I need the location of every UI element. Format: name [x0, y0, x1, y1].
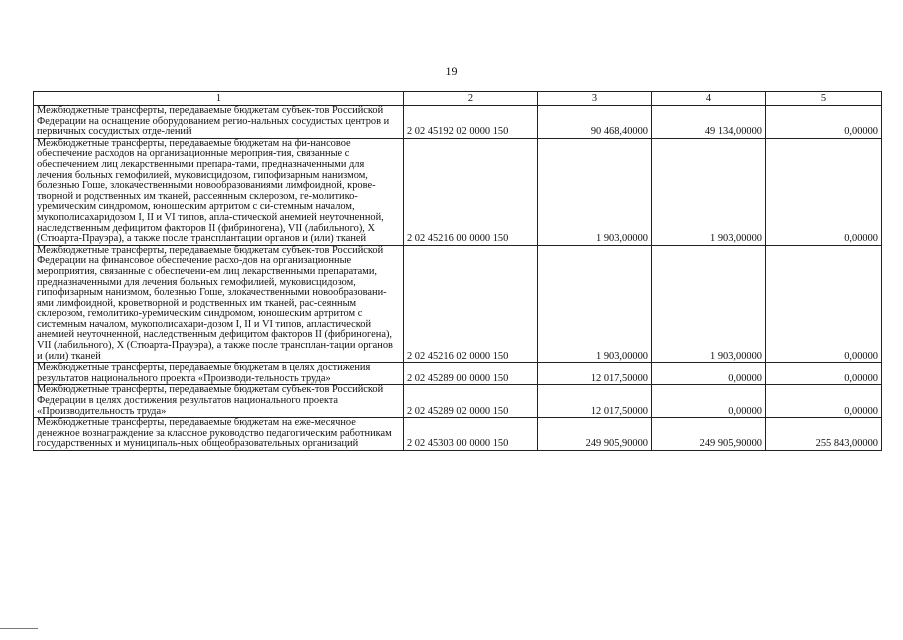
scan-edge-mark [0, 628, 38, 629]
row-value-5: 0,00000 [766, 385, 882, 418]
row-value-3: 249 905,90000 [538, 418, 652, 451]
budget-table [33, 91, 882, 451]
row-value-4: 1 903,00000 [652, 245, 766, 363]
row-value-3: 90 468,40000 [538, 106, 652, 139]
row-code: 2 02 45192 02 0000 150 [404, 106, 538, 139]
header-col-5: 5 [766, 92, 882, 106]
row-name: Межбюджетные трансферты, передаваемые бюджетам в целях достижения результатов национального проекта «Производи-тельность труда» [34, 363, 404, 385]
row-value-4: 49 134,00000 [652, 106, 766, 139]
table-row [34, 245, 882, 363]
row-name: Межбюджетные трансферты, передаваемые бюджетам субъек-тов Российской Федерации в целях достижения результатов национального проекта «Производительность труда» [34, 385, 404, 418]
row-value-5: 0,00000 [766, 363, 882, 385]
row-value-5: 0,00000 [766, 138, 882, 245]
row-name: Межбюджетные трансферты, передаваемые бюджетам на еже-месячное денежное вознаграждение за классное руководство педагогическим работникам государственных и муниципаль-ных общеобразовательных организаций [34, 418, 404, 451]
row-value-3: 12 017,50000 [538, 385, 652, 418]
row-code: 2 02 45216 02 0000 150 [404, 245, 538, 363]
table-row [34, 363, 882, 385]
header-col-3: 3 [538, 92, 652, 106]
row-code: 2 02 45289 02 0000 150 [404, 385, 538, 418]
row-value-3: 1 903,00000 [538, 245, 652, 363]
table-row [34, 385, 882, 418]
row-value-5: 0,00000 [766, 245, 882, 363]
row-value-4: 0,00000 [652, 385, 766, 418]
row-value-5: 0,00000 [766, 106, 882, 139]
row-code: 2 02 45289 00 0000 150 [404, 363, 538, 385]
row-value-4: 249 905,90000 [652, 418, 766, 451]
table-row [34, 106, 882, 139]
row-value-4: 0,00000 [652, 363, 766, 385]
page-number: 19 [445, 64, 458, 78]
row-value-3: 12 017,50000 [538, 363, 652, 385]
header-col-1: 1 [34, 92, 404, 106]
table-row [34, 138, 882, 245]
header-row [34, 92, 882, 106]
row-code: 2 02 45303 00 0000 150 [404, 418, 538, 451]
table-row [34, 418, 882, 451]
row-code: 2 02 45216 00 0000 150 [404, 138, 538, 245]
header-col-4: 4 [652, 92, 766, 106]
row-value-4: 1 903,00000 [652, 138, 766, 245]
row-name: Межбюджетные трансферты, передаваемые бюджетам субъек-тов Российской Федерации на оснащение оборудованием регио-нальных сосудистых центров и первичных сосудистых отде-лений [34, 106, 404, 139]
row-value-5: 255 843,00000 [766, 418, 882, 451]
row-name: Межбюджетные трансферты, передаваемые бюджетам на фи-нансовое обеспечение расходов на организационные мероприя-тия, связанные с обеспечением лиц лекарственными препара-тами, предназначенными для лечения больных гемофилией, муковисцидозом, гипофизарным нанизмом, болезнью Гоше, злокачественными новообразованиями лимфоидной, крове-творной и родственных им тканей, рассеянным склерозом, ге-молитико-уремическим синдромом, юношеским артритом с си-стемным началом, мукополисахаридозом I, II и VI типов, апла-стической анемией неуточненной, наследственным дефицитом факторов II (фибриногена), VII (лабильного), X (Стюарта-Прауэра), а также после трансплантации органов и (или) тканей [34, 138, 404, 245]
row-value-3: 1 903,00000 [538, 138, 652, 245]
header-col-2: 2 [404, 92, 538, 106]
row-name: Межбюджетные трансферты, передаваемые бюджетам субъек-тов Российской Федерации на финансовое обеспечение расхо-дов на организационные мероприятия, связанные с обеспечени-ем лиц лекарственными препаратами, предназначенными для лечения больных гемофилией, муковисцидозом, гипофизарным нанизмом, болезнью Гоше, злокачественными новообразовани-ями лимфоидной, кроветворной и родственных им тканей, рас-сеянным склерозом, гемолитико-уремическим синдромом, юношеским артритом с системным началом, мукополисахари-дозом I, II и VI типов, апластической анемией неуточненной, наследственным дефицитом факторов II (фибриногена), VII (лабильного), X (Стюарта-Прауэра), а также после трансплан-тации органов и (или) тканей [34, 245, 404, 363]
